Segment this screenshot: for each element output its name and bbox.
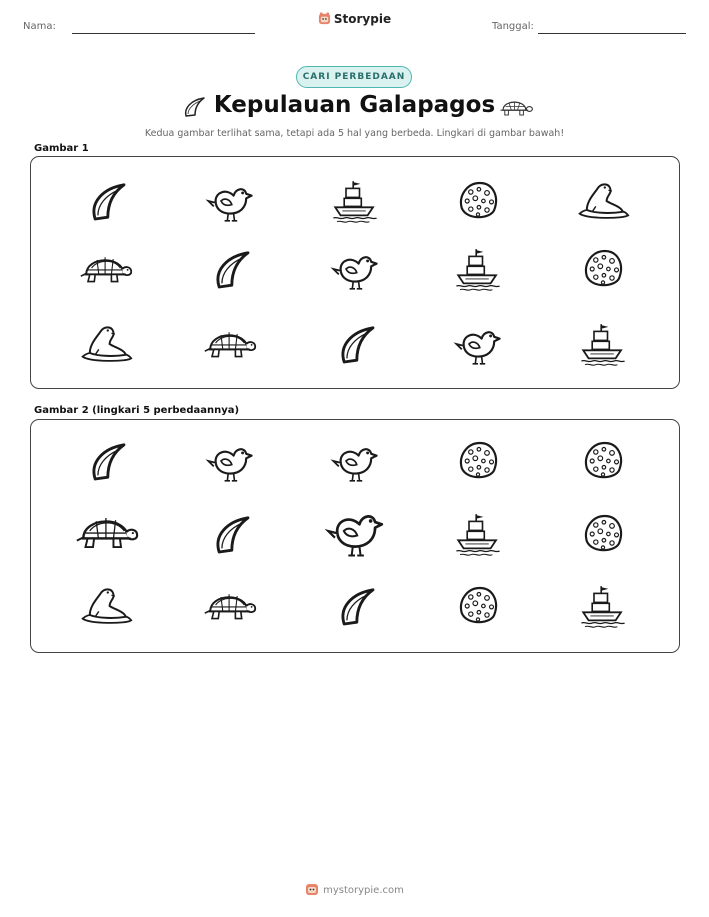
coral-icon (576, 245, 630, 293)
claw-icon (203, 245, 257, 293)
bird-icon[interactable] (321, 502, 389, 560)
coral-icon[interactable] (576, 510, 630, 558)
brand-name: Storypie (333, 12, 392, 26)
sea-lion-icon[interactable] (79, 582, 133, 630)
footer-url[interactable]: mystorypie.com (323, 885, 404, 896)
storypie-logo-icon (305, 882, 319, 896)
ship-icon (576, 320, 630, 368)
claw-icon[interactable] (328, 582, 382, 630)
coral-icon[interactable] (451, 437, 505, 485)
instructions: Kedua gambar terlihat sama, tetapi ada 5 hal yang berbeda. Lingkari di gambar bawah! (144, 128, 565, 139)
ship-icon[interactable] (451, 510, 505, 558)
page-title: Kepulauan Galapagos (213, 92, 496, 118)
picture2-label: Gambar 2 (lingkari 5 perbedaannya) (34, 405, 240, 416)
claw-icon (328, 320, 382, 368)
sea-lion-icon (79, 320, 133, 368)
bird-icon (203, 177, 257, 225)
tortoise-icon (79, 245, 133, 293)
ship-icon (451, 245, 505, 293)
claw-icon[interactable] (79, 437, 133, 485)
name-line[interactable] (72, 33, 255, 34)
footer (0, 882, 709, 896)
bird-icon (451, 320, 505, 368)
storypie-logo-icon (318, 12, 331, 25)
claw-icon[interactable] (203, 510, 257, 558)
picture2-panel[interactable] (30, 419, 680, 653)
coral-icon (451, 177, 505, 225)
tortoise-icon (497, 92, 533, 120)
tortoise-icon[interactable] (203, 582, 257, 630)
bird-icon (328, 245, 382, 293)
claw-icon (79, 177, 133, 225)
activity-badge: CARI PERBEDAAN (296, 66, 412, 88)
tortoise-icon[interactable] (71, 504, 143, 560)
tortoise-icon (203, 320, 257, 368)
ship-icon[interactable] (576, 582, 630, 630)
brand-logo (0, 12, 709, 26)
sea-lion-icon (576, 177, 630, 225)
date-line[interactable] (538, 33, 686, 34)
picture1-panel (30, 156, 680, 389)
coral-icon[interactable] (576, 437, 630, 485)
bird-icon[interactable] (328, 437, 382, 485)
ship-icon (328, 177, 382, 225)
picture1-label: Gambar 1 (34, 143, 89, 154)
date-label: Tanggal: (492, 21, 534, 32)
coral-icon[interactable] (451, 582, 505, 630)
bird-icon[interactable] (203, 437, 257, 485)
name-label: Nama: (23, 21, 56, 32)
